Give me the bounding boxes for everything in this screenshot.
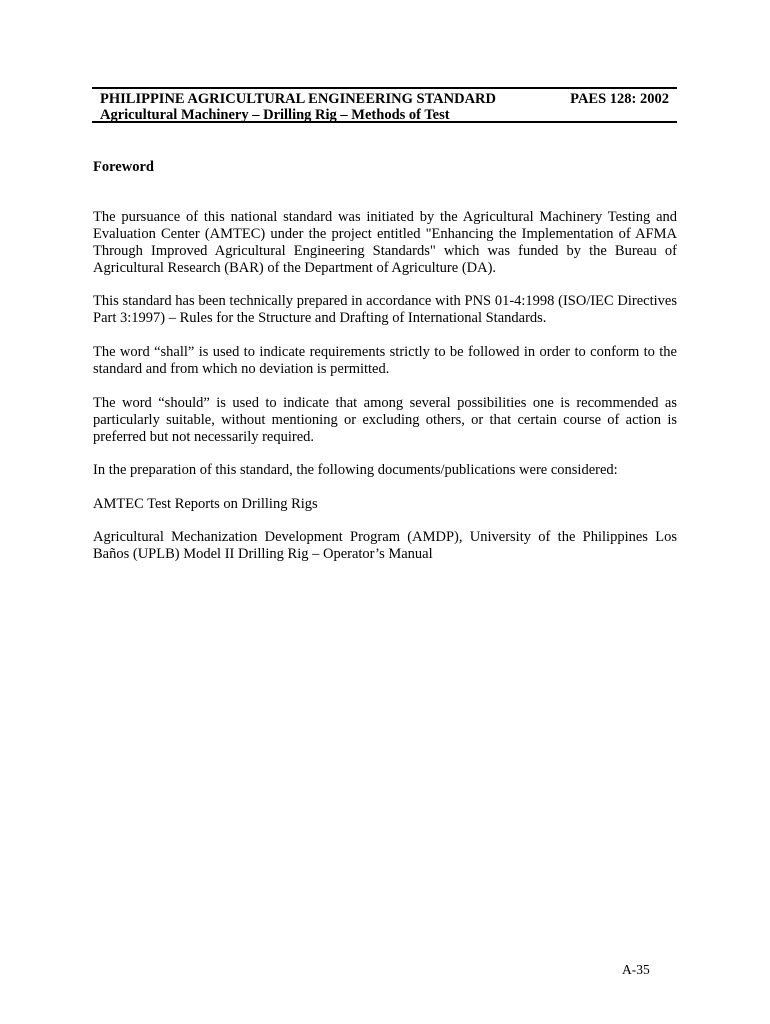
paragraph-5: In the preparation of this standard, the following documents/publications were considered: xyxy=(93,462,618,478)
standard-code: PAES 128: 2002 xyxy=(570,91,669,107)
document-header xyxy=(92,87,677,123)
reference-2: Agricultural Mechanization Development Program (AMDP), University of the Philippines Los Baños (UPLB) Model II Drilling Rig – Operator’s Manual xyxy=(93,529,677,562)
standard-title: PHILIPPINE AGRICULTURAL ENGINEERING STANDARD xyxy=(100,91,497,107)
reference-1: AMTEC Test Reports on Drilling Rigs xyxy=(93,496,318,512)
paragraph-3: The word “shall” is used to indicate requirements strictly to be followed in order to conform to the standard and from which no deviation is permitted. xyxy=(93,344,677,377)
page-number: A-35 xyxy=(622,962,650,977)
standard-subtitle: Agricultural Machinery – Drilling Rig – Methods of Test xyxy=(100,107,450,123)
section-title: Foreword xyxy=(93,159,154,175)
paragraph-2: This standard has been technically prepared in accordance with PNS 01-4:1998 (ISO/IEC Directives Part 3:1997) – Rules for the Structure and Drafting of International Standards. xyxy=(93,293,677,326)
paragraph-4: The word “should” is used to indicate that among several possibilities one is recommended as particularly suitable, without mentioning or excluding others, or that certain course of action is preferred but not necessarily required. xyxy=(93,395,677,445)
paragraph-1: The pursuance of this national standard was initiated by the Agricultural Machinery Testing and Evaluation Center (AMTEC) under the project entitled "Enhancing the Implementation of AFMA Through Improved Agricultural Engineering Standards" which was funded by the Bureau of Agricultural Research (BAR) of the Department of Agriculture (DA). xyxy=(93,209,677,276)
